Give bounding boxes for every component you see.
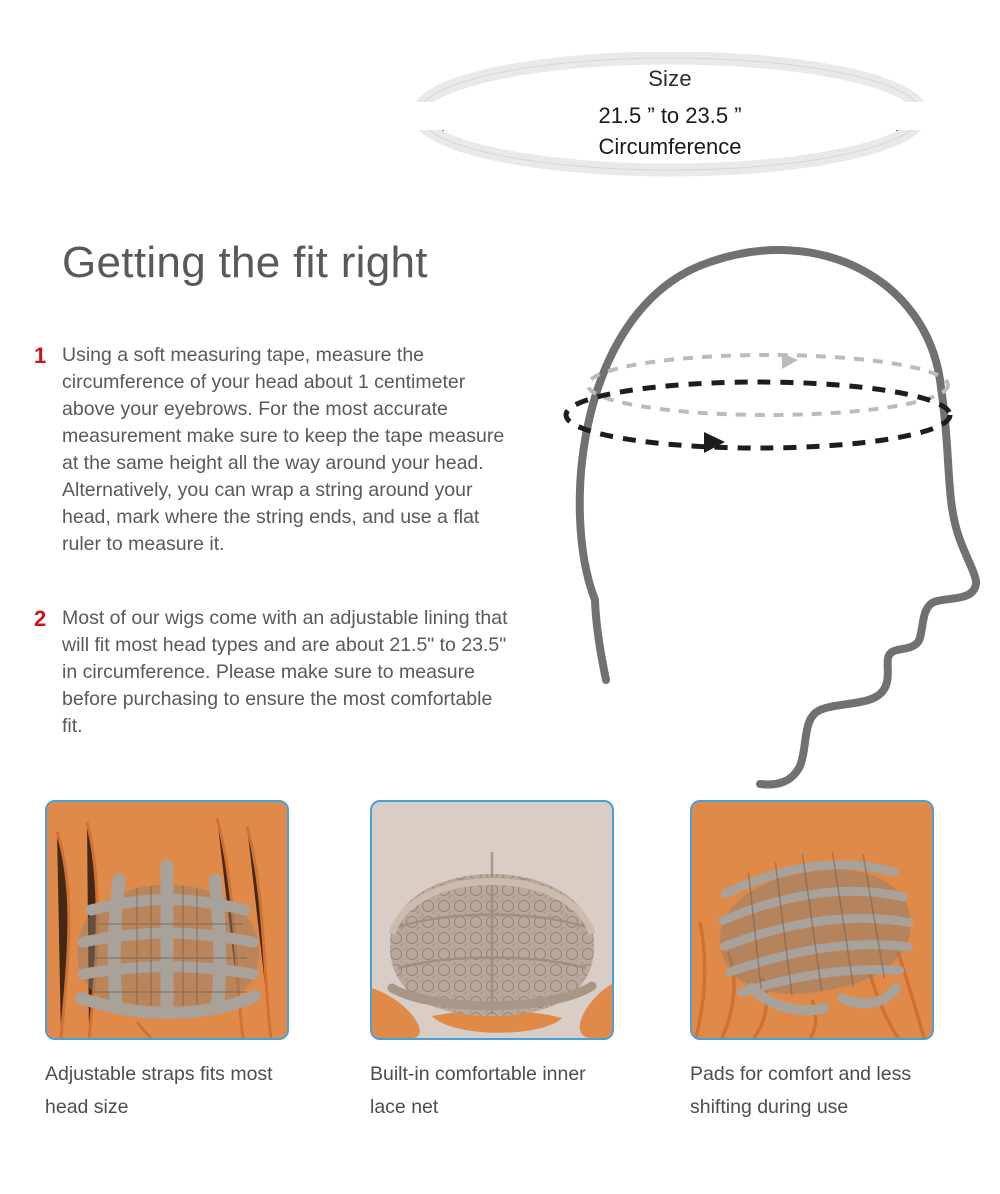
card-caption: Pads for comfort and less shifting during use — [690, 1063, 912, 1118]
head-measurement-illustration — [520, 210, 990, 790]
step-number: 2 — [34, 606, 47, 631]
page-title: Getting the fit right — [62, 238, 428, 287]
head-profile-icon — [520, 210, 990, 790]
feature-card-adjustable-straps — [45, 800, 285, 1124]
feature-card-pads-comfort — [690, 800, 930, 1124]
size-ring-diagram — [410, 52, 930, 177]
card-caption: Built-in comfortable inner lace net — [370, 1063, 586, 1118]
card-caption: Adjustable straps fits most head size — [45, 1063, 273, 1118]
size-circumference-caption: Circumference — [598, 134, 742, 159]
step-text: Most of our wigs come with an adjustable lining that will fit most head types and are about 21.5" to 23.5" in circumference. Please make sure to measure before purchasing to ensure the most comfortable fit. — [62, 607, 508, 737]
instruction-step-2 — [34, 605, 514, 740]
wig-cap-straps-icon — [47, 802, 287, 1038]
wig-cap-pads-icon — [692, 802, 932, 1038]
wig-cap-lace-net-icon — [372, 802, 612, 1038]
feature-card-inner-lace-net — [370, 800, 610, 1124]
feature-cards — [0, 800, 1000, 1180]
size-label: Size — [648, 66, 692, 91]
card-image-frame — [45, 800, 289, 1040]
instruction-step-1 — [34, 342, 514, 558]
step-text: Using a soft measuring tape, measure the circumference of your head about 1 centimeter above your eyebrows. For the most accurate measurement make sure to keep the tape measure at the same height all the way around your head. Alternatively, you can wrap a string around your head, mark where the string ends, and use a flat ruler to measure it. — [62, 344, 505, 555]
card-image-frame — [690, 800, 934, 1040]
step-number: 1 — [34, 343, 47, 368]
card-image-frame — [370, 800, 614, 1040]
size-measurement: 21.5 ” to 23.5 ” — [410, 102, 930, 130]
